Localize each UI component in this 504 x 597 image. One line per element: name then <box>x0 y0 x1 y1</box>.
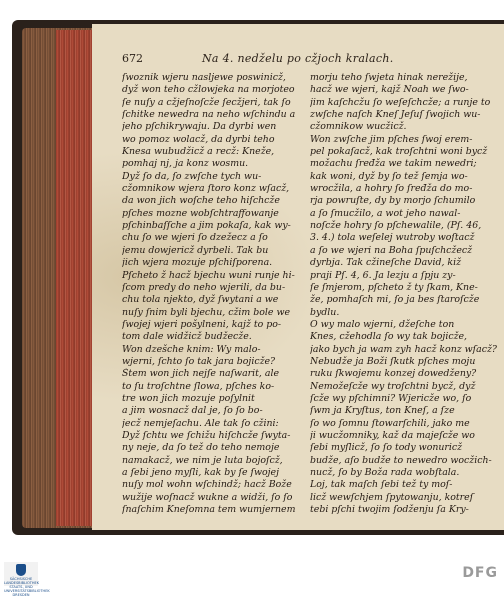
text-line: Nebudže ja Boži ſkutk pſches moju <box>310 355 476 367</box>
text-line: Dyž ſo da, ſo zwſche tych wu- <box>122 170 262 182</box>
text-line: wužije woſnacž wukne a widži, ſo ſo <box>122 491 293 503</box>
text-line: ſnaſchim Kneſomna tem wumjernem <box>122 504 296 516</box>
text-line: a ſo we wjeri na Boha ſpuſchcžecž <box>310 244 473 256</box>
book-page <box>92 24 504 530</box>
page-number: 672 <box>122 52 143 65</box>
text-line: wjerni, ſchto ſo tak jara bojicže? <box>122 355 276 367</box>
page-header <box>122 52 492 68</box>
text-line: tebi pſchi twojim ſodženju ſa Kry- <box>310 504 469 516</box>
text-line: a ſo ſmucžilo, a wot jeho nawal- <box>310 207 461 219</box>
text-line: pomhaj nj, ja konz wosmu. <box>122 158 249 170</box>
text-line: pſchinbaſſche a jim pokaſa, kak wy- <box>122 220 291 232</box>
library-logo-text: SÄCHSISCHE LANDESBIBLIOTHEK STAATS- UND UNIVERSITÄTSBIBLIOTHEK DRESDEN <box>4 577 50 597</box>
text-line: wo pomoz wolacž, da dyrbi teho <box>122 133 275 145</box>
text-line: chu tola njekto, dyž ſwytani a we <box>122 294 279 306</box>
text-line: že, pomhaſch mi, ſo ja bes ſtaroſcže <box>310 294 480 306</box>
text-line: dyž won teho cžlowjeka na morjoteo <box>122 84 295 96</box>
text-line: zwſche naſch Kneſ Jeſuſ ſwojich wu- <box>310 109 481 121</box>
text-line: nuſy mol wohn wſchindž; hacž Bože <box>122 479 292 491</box>
text-line: jako bych ja wam zyh hacž konz wſacž? <box>310 343 497 355</box>
text-line: ny neje, da ſo tež do teho nemoje <box>122 442 280 454</box>
library-crest-icon <box>16 564 26 576</box>
dfg-logo[interactable]: DFG <box>462 565 498 581</box>
text-line: Nemožeſcže wy troſchtni bycž, dyž <box>310 380 476 392</box>
text-line: cžomnikow wjera ſtoro konz wſacž, <box>122 183 290 195</box>
text-line: jich wjera mozuje pſchiſporena. <box>122 257 273 269</box>
text-line: pel pokaſacž, kak troſchtni woni bycž <box>310 146 488 158</box>
text-line: ruku ſkwojemu konzej dowedženy? <box>310 368 477 380</box>
running-head: Na 4. nedželu po cžjoch kralach. <box>202 52 394 65</box>
text-line: ſe ſmjerom, pſcheto ž ty ſkam, Kne- <box>310 281 478 293</box>
text-line: kak woni, dyž by ſo tež ſemja wo- <box>310 170 468 182</box>
text-line: ſebi myſlicž, ſo ſo tody wonuricž <box>310 442 463 454</box>
text-line: Won dzešche knim: Wy malo- <box>122 343 261 355</box>
text-line: ſwm ja Kryſtus, ton Kneſ, a ſze <box>310 405 455 417</box>
text-line: nuſy ſnim byli bjechu, cžim bole we <box>122 306 291 318</box>
text-line: hacž we wjeri, kajž Noah we ſwo- <box>310 84 469 96</box>
text-line: noſcže hohry ſo pſchewalile, (Pſ. 46, <box>310 220 482 232</box>
library-logo[interactable] <box>4 562 50 597</box>
text-line: možachu ſređža we takim newedri; <box>310 158 477 170</box>
text-line: O wy malo wjerni, džeſche ton <box>310 318 455 330</box>
text-line: a ſebi jeno myſli, kak by ſe ſwojej <box>122 467 280 478</box>
text-line: Knes, cžehodla ſo wy tak bojicže, <box>310 331 468 343</box>
text-line: Dyž ſchtu we ſchižu hiſchcže ſwyta- <box>122 429 291 441</box>
text-line: Won zwſche jim pſches ſwoj erem- <box>310 133 473 145</box>
text-line: ſo wo ſomnu ſtowarſchili, jako me <box>310 417 470 429</box>
text-line: jim kaſchcžu ſo weſeſchcže; a runje to <box>310 96 491 108</box>
text-line: ſwojej wjeri pošylneni, kajž to po- <box>122 318 282 330</box>
text-line: ſe nuſy a cžjeſnoſcže ſecžjeri, tak ſo <box>122 96 291 108</box>
viewer-footer <box>0 560 504 588</box>
text-line: ſcže wy pſchimni? Wjericže wo, ſo <box>310 392 472 404</box>
text-line: namakacž, we nim je luta bojoſcž, <box>122 454 283 466</box>
text-line: rja powruſte, dy by morjo ſchumilo <box>310 195 476 207</box>
text-line: 3. 4.) tola weſelej wutroby woſtacž <box>310 232 475 244</box>
text-line: bydlu. <box>310 306 340 318</box>
text-line: Pſcheto ž hacž bjechu wuni runje hi- <box>122 269 295 281</box>
text-line: ſchitke newedra na neho wſchindu a <box>122 109 296 121</box>
text-line: budže, aſo budže to newedro wocžich- <box>310 454 492 466</box>
text-line: ſcom predy do neho wjerili, da bu- <box>122 281 286 293</box>
text-line: chu ſo we wjeri ſo dzežecz a ſo <box>122 232 268 244</box>
text-line: jemu dowjericž dyrbeli. Tak bu <box>122 244 269 256</box>
text-column-left <box>122 72 306 516</box>
text-line: tre won jich mozuje poſylnit <box>122 392 255 404</box>
text-line: pſches mozne wobſchtraffowanje <box>122 207 279 219</box>
text-line: Štem won jich nejſe naſwarit, ale <box>122 368 280 380</box>
red-page-edge <box>56 30 94 526</box>
text-line: Knesa wubudžicž a recž: Kneže, <box>122 146 275 158</box>
text-line: jeho pſchikrywaju. Da dyrbi wen <box>122 121 277 133</box>
text-column-right <box>310 72 500 516</box>
text-line: nucž, ſo by Boža rada wobſtala. <box>310 467 460 478</box>
text-line: wrocžila, a hohry ſo ſređža do mo- <box>310 183 473 195</box>
text-line: tom dale widžicž budžecže. <box>122 331 252 343</box>
text-line: da won jich woſche teho hiſchcže <box>122 195 280 207</box>
text-line: a jim wosnacž dal je, ſo ſo bo- <box>122 405 263 417</box>
text-line: cžomnikow wucžicž. <box>310 121 407 133</box>
text-line: ji wucžomniky, kaž da majeſcže wo <box>310 429 475 441</box>
text-line: licž wewſchjem ſpytowanju, kotreſ <box>310 491 474 503</box>
text-line: Loj, tak maſch ſebi tež ty moſ- <box>310 479 453 491</box>
text-line: dyrbja. Tak cžineſche David, kiž <box>310 257 462 269</box>
text-line: morju teho ſwjeta hinak nerežije, <box>310 72 468 83</box>
text-line: praji Pſ. 4, 6. Ja lezju a ſpju zy- <box>310 269 456 281</box>
text-line: to ſu troſchtne ſlowa, pſches ko- <box>122 380 275 392</box>
text-line: ſwoznik wjeru nasljewe poswinicž, <box>122 72 286 83</box>
text-line: jecž nemjeſachu. Ale tak ſo cžini: <box>122 417 279 429</box>
